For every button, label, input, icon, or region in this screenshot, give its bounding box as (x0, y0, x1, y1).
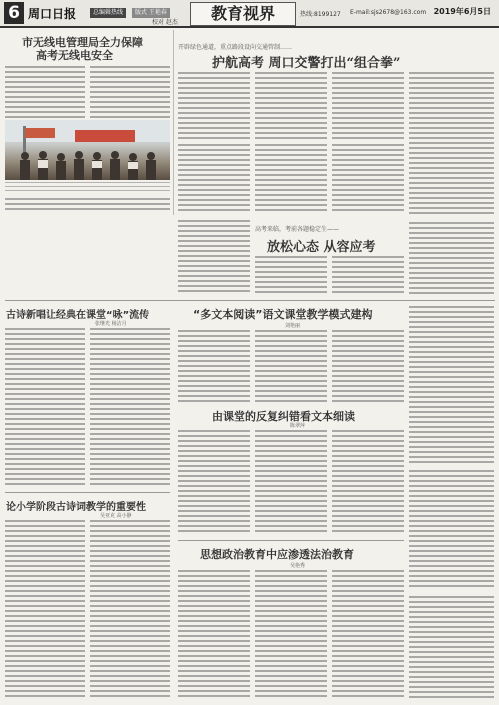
article-1-photo (5, 120, 170, 180)
article-3-title: 放松心态 从容应考 (267, 240, 376, 255)
article-2-body-col6 (255, 144, 327, 214)
article-6-body-col4 (409, 470, 494, 590)
article-3-kicker: 高考来临，考前各题稳定生—— (255, 226, 340, 233)
article-4-title: 古诗新唱让经典在课堂“咏”流传 (6, 310, 150, 321)
article-6-body-col3 (332, 430, 404, 535)
article-6-body-col2 (255, 430, 327, 535)
article-7-body-col1 (5, 520, 85, 700)
article-1-body-col1 (5, 66, 85, 118)
article-1-body-col2 (90, 66, 170, 118)
article-1-photo-caption (5, 182, 170, 194)
article-2-body-col7 (332, 144, 404, 214)
article-8-body-col2 (255, 570, 327, 700)
article-6-body-col1 (178, 430, 250, 535)
article-6-title: 由课堂的反复纠错看文本细读 (212, 410, 355, 423)
article-3-body-col4 (409, 222, 494, 296)
article-8-body-col4 (409, 596, 494, 700)
article-7-byline: 吴亚克 高小静 (100, 513, 132, 519)
column-divider (173, 30, 174, 215)
article-5-title: “多文本阅读”语文课堂教学模式建构 (193, 308, 373, 321)
bottom-divider (178, 540, 404, 541)
article-2-body-col5 (178, 144, 250, 214)
email-address: E-mail:sjs2678@163.com (350, 9, 427, 16)
article-2-body-col1 (178, 72, 250, 140)
article-5-body-col1 (178, 330, 250, 402)
masthead (0, 0, 499, 28)
hotline-number: 热线:8199127 (300, 11, 341, 18)
article-1-title-line1: 市无线电管理局全力保障 (22, 36, 143, 49)
article-5-body-col2 (255, 330, 327, 402)
layout-editor-chip: 版式 王艳春 (132, 8, 170, 18)
article-4-body-col1 (5, 328, 85, 488)
article-2-title: 护航高考 周口交警打出“组合拳” (212, 56, 401, 71)
article-3-body-col1 (178, 220, 250, 292)
section-title: 教育视界 (190, 2, 296, 26)
article-2-body-col4 (409, 72, 494, 217)
article-6-byline: 陈翠萍 (290, 423, 306, 429)
article-2-body-col3 (332, 72, 404, 140)
article-5-body-col3 (332, 330, 404, 402)
article-4-byline: 张继光 杨洁月 (95, 321, 127, 327)
article-2-kicker: 开辟绿色通道，重点路段设向交通管制…… (178, 44, 293, 51)
article-2-body-col2 (255, 72, 327, 140)
article-1-title-line2: 高考无线电安全 (36, 49, 113, 62)
article-1-body-tail (5, 198, 170, 212)
article-5-body-col4 (409, 306, 494, 466)
paper-name: 周口日报 (28, 7, 77, 21)
page-number: 6 (4, 2, 24, 24)
photo-illustration (5, 120, 170, 180)
article-8-body-col3 (332, 570, 404, 700)
issue-date: 2019年6月5日 (433, 7, 491, 16)
article-4-body-col2 (90, 328, 170, 488)
editor-hotline-chip: 总编辑热线 (90, 8, 126, 18)
article-8-body-col1 (178, 570, 250, 700)
proofreader: 校对 赵杰 (152, 19, 178, 26)
article-3-body-col3 (332, 256, 404, 296)
article-7-title: 论小学阶段古诗词教学的重要性 (6, 502, 146, 513)
left-divider (5, 492, 170, 493)
article-7-body-col2 (90, 520, 170, 700)
article-8-title: 思想政治教育中应渗透法治教育 (200, 548, 354, 561)
horizontal-divider (5, 300, 495, 301)
article-3-body-col2 (255, 256, 327, 296)
article-8-byline: 吴艳秀 (290, 563, 306, 569)
article-5-byline: 刘艳丽 (285, 323, 301, 329)
article-1-title (22, 36, 172, 62)
